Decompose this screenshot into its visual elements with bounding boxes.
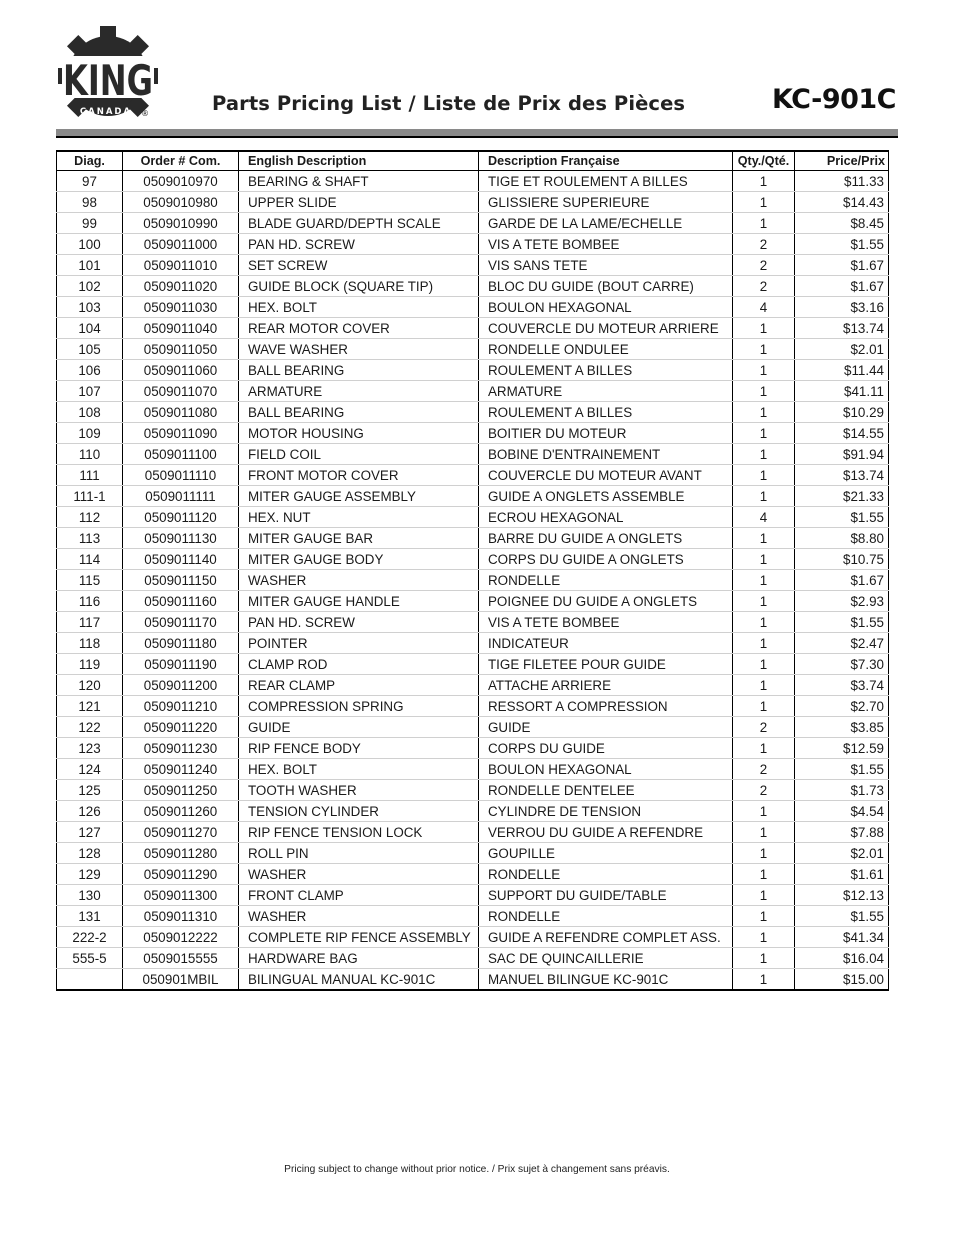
column-header-english: English Description [239,151,479,171]
quantity-cell: 2 [733,759,795,780]
english-description-cell: UPPER SLIDE [239,192,479,213]
order-number-cell: 0509011200 [123,675,239,696]
quantity-cell: 1 [733,969,795,991]
english-description-cell: PAN HD. SCREW [239,234,479,255]
quantity-cell: 1 [733,570,795,591]
english-description-cell: RIP FENCE BODY [239,738,479,759]
order-number-cell: 0509011290 [123,864,239,885]
french-description-cell: COUVERCLE DU MOTEUR ARRIERE [479,318,733,339]
diag-cell: 121 [57,696,123,717]
english-description-cell: COMPLETE RIP FENCE ASSEMBLY [239,927,479,948]
french-description-cell: BOITIER DU MOTEUR [479,423,733,444]
price-cell: $1.55 [795,507,889,528]
price-cell: $1.55 [795,759,889,780]
column-header-price: Price/Prix [795,151,889,171]
quantity-cell: 1 [733,381,795,402]
french-description-cell: GLISSIERE SUPERIEURE [479,192,733,213]
english-description-cell: WASHER [239,570,479,591]
english-description-cell: BILINGUAL MANUAL KC-901C [239,969,479,991]
order-number-cell: 0509011260 [123,801,239,822]
diag-cell: 113 [57,528,123,549]
price-cell: $12.13 [795,885,889,906]
order-number-cell: 0509011140 [123,549,239,570]
french-description-cell: ECROU HEXAGONAL [479,507,733,528]
diag-cell: 115 [57,570,123,591]
page-title: Parts Pricing List / Liste de Prix des Pièces [212,92,686,115]
english-description-cell: ARMATURE [239,381,479,402]
diag-cell: 105 [57,339,123,360]
french-description-cell: GUIDE [479,717,733,738]
french-description-cell: INDICATEUR [479,633,733,654]
french-description-cell: GARDE DE LA LAME/ECHELLE [479,213,733,234]
french-description-cell: MANUEL BILINGUE KC-901C [479,969,733,991]
table-row [57,339,889,360]
order-number-cell: 0509011040 [123,318,239,339]
quantity-cell: 1 [733,864,795,885]
quantity-cell: 2 [733,780,795,801]
diag-cell: 128 [57,843,123,864]
price-cell: $3.85 [795,717,889,738]
price-cell: $1.67 [795,276,889,297]
order-number-cell: 0509010990 [123,213,239,234]
french-description-cell: RONDELLE [479,864,733,885]
order-number-cell: 0509010970 [123,171,239,192]
english-description-cell: HEX. NUT [239,507,479,528]
table-row [57,948,889,969]
english-description-cell: FRONT CLAMP [239,885,479,906]
table-row [57,843,889,864]
column-header-order: Order # Com. [123,151,239,171]
price-cell: $10.75 [795,549,889,570]
quantity-cell: 1 [733,423,795,444]
order-number-cell: 0509011120 [123,507,239,528]
french-description-cell: GOUPILLE [479,843,733,864]
table-row [57,381,889,402]
quantity-cell: 1 [733,444,795,465]
diag-cell: 125 [57,780,123,801]
french-description-cell: VIS A TETE BOMBEE [479,612,733,633]
order-number-cell: 0509011300 [123,885,239,906]
price-cell: $2.01 [795,843,889,864]
english-description-cell: HEX. BOLT [239,759,479,780]
table-row [57,549,889,570]
diag-cell: 119 [57,654,123,675]
diag-cell: 112 [57,507,123,528]
price-cell: $41.34 [795,927,889,948]
diag-cell: 107 [57,381,123,402]
french-description-cell: SAC DE QUINCAILLERIE [479,948,733,969]
english-description-cell: ROLL PIN [239,843,479,864]
header-rule-black [56,136,898,138]
french-description-cell: TIGE ET ROULEMENT A BILLES [479,171,733,192]
model-number: KC-901C [771,84,896,115]
english-description-cell: CLAMP ROD [239,654,479,675]
diag-cell: 117 [57,612,123,633]
price-cell: $3.16 [795,297,889,318]
pricing-disclaimer: Pricing subject to change without prior notice. / Prix sujet à changement sans préavis. [284,1164,670,1175]
quantity-cell: 2 [733,717,795,738]
registered-mark: ® [141,109,149,118]
table-row [57,213,889,234]
french-description-cell: ROULEMENT A BILLES [479,360,733,381]
table-row [57,696,889,717]
french-description-cell: SUPPORT DU GUIDE/TABLE [479,885,733,906]
order-number-cell: 0509011111 [123,486,239,507]
diag-cell: 108 [57,402,123,423]
table-row [57,234,889,255]
english-description-cell: HARDWARE BAG [239,948,479,969]
diag-cell: 111-1 [57,486,123,507]
french-description-cell: TIGE FILETEE POUR GUIDE [479,654,733,675]
english-description-cell: RIP FENCE TENSION LOCK [239,822,479,843]
table-row [57,486,889,507]
king-canada-logo [60,26,156,130]
diag-cell: 110 [57,444,123,465]
order-number-cell: 0509011050 [123,339,239,360]
table-row [57,885,889,906]
quantity-cell: 1 [733,633,795,654]
french-description-cell: RONDELLE [479,570,733,591]
english-description-cell: TENSION CYLINDER [239,801,479,822]
price-cell: $16.04 [795,948,889,969]
english-description-cell: WASHER [239,864,479,885]
diag-cell: 123 [57,738,123,759]
price-cell: $14.55 [795,423,889,444]
price-cell: $91.94 [795,444,889,465]
quantity-cell: 1 [733,801,795,822]
price-cell: $3.74 [795,675,889,696]
order-number-cell: 0509011180 [123,633,239,654]
table-row [57,612,889,633]
diag-cell: 222-2 [57,927,123,948]
order-number-cell: 050901MBIL [123,969,239,991]
quantity-cell: 1 [733,675,795,696]
quantity-cell: 1 [733,906,795,927]
column-header-qty: Qty./Qté. [733,151,795,171]
english-description-cell: COMPRESSION SPRING [239,696,479,717]
french-description-cell: CYLINDRE DE TENSION [479,801,733,822]
diag-cell [57,969,123,991]
table-row [57,528,889,549]
table-row [57,276,889,297]
order-number-cell: 0509011130 [123,528,239,549]
order-number-cell: 0509011170 [123,612,239,633]
quantity-cell: 1 [733,465,795,486]
table-row [57,297,889,318]
order-number-cell: 0509011210 [123,696,239,717]
order-number-cell: 0509011250 [123,780,239,801]
quantity-cell: 1 [733,213,795,234]
french-description-cell: BOBINE D'ENTRAINEMENT [479,444,733,465]
french-description-cell: VIS A TETE BOMBEE [479,234,733,255]
english-description-cell: REAR CLAMP [239,675,479,696]
french-description-cell: BARRE DU GUIDE A ONGLETS [479,528,733,549]
column-header-french: Description Française [479,151,733,171]
quantity-cell: 1 [733,528,795,549]
french-description-cell: RONDELLE [479,906,733,927]
order-number-cell: 0509011100 [123,444,239,465]
english-description-cell: GUIDE BLOCK (SQUARE TIP) [239,276,479,297]
table-row [57,780,889,801]
english-description-cell: MOTOR HOUSING [239,423,479,444]
table-row [57,969,889,991]
price-cell: $2.70 [795,696,889,717]
diag-cell: 129 [57,864,123,885]
quantity-cell: 1 [733,318,795,339]
price-cell: $13.74 [795,465,889,486]
table-row [57,633,889,654]
price-cell: $11.44 [795,360,889,381]
price-cell: $13.74 [795,318,889,339]
table-row [57,759,889,780]
price-cell: $7.88 [795,822,889,843]
price-cell: $7.30 [795,654,889,675]
price-cell: $15.00 [795,969,889,991]
diag-cell: 102 [57,276,123,297]
table-row [57,906,889,927]
diag-cell: 555-5 [57,948,123,969]
diag-cell: 127 [57,822,123,843]
french-description-cell: CORPS DU GUIDE A ONGLETS [479,549,733,570]
table-row [57,192,889,213]
quantity-cell: 1 [733,486,795,507]
table-row [57,717,889,738]
diag-cell: 114 [57,549,123,570]
price-cell: $1.55 [795,906,889,927]
table-row [57,171,889,192]
quantity-cell: 1 [733,402,795,423]
french-description-cell: GUIDE A REFENDRE COMPLET ASS. [479,927,733,948]
diag-cell: 124 [57,759,123,780]
diag-cell: 126 [57,801,123,822]
table-row [57,444,889,465]
french-description-cell: COUVERCLE DU MOTEUR AVANT [479,465,733,486]
order-number-cell: 0509011280 [123,843,239,864]
order-number-cell: 0509011030 [123,297,239,318]
price-cell: $1.73 [795,780,889,801]
french-description-cell: ROULEMENT A BILLES [479,402,733,423]
price-cell: $2.47 [795,633,889,654]
order-number-cell: 0509011270 [123,822,239,843]
order-number-cell: 0509011020 [123,276,239,297]
order-number-cell: 0509011070 [123,381,239,402]
parts-table [56,150,889,991]
diag-cell: 122 [57,717,123,738]
quantity-cell: 1 [733,822,795,843]
price-cell: $1.67 [795,255,889,276]
quantity-cell: 1 [733,948,795,969]
french-description-cell: VERROU DU GUIDE A REFENDRE [479,822,733,843]
header-rule-grey [56,129,898,136]
quantity-cell: 1 [733,654,795,675]
quantity-cell: 1 [733,885,795,906]
english-description-cell: WAVE WASHER [239,339,479,360]
order-number-cell: 0509011150 [123,570,239,591]
price-cell: $12.59 [795,738,889,759]
table-row [57,255,889,276]
table-row [57,318,889,339]
diag-cell: 100 [57,234,123,255]
table-row [57,402,889,423]
english-description-cell: PAN HD. SCREW [239,612,479,633]
diag-cell: 104 [57,318,123,339]
french-description-cell: BLOC DU GUIDE (BOUT CARRE) [479,276,733,297]
price-cell: $1.67 [795,570,889,591]
english-description-cell: GUIDE [239,717,479,738]
english-description-cell: HEX. BOLT [239,297,479,318]
logo-wordmark: KING [63,56,153,105]
french-description-cell: VIS SANS TETE [479,255,733,276]
price-cell: $41.11 [795,381,889,402]
diag-cell: 130 [57,885,123,906]
table-row [57,465,889,486]
english-description-cell: BEARING & SHAFT [239,171,479,192]
price-cell: $21.33 [795,486,889,507]
order-number-cell: 0509011230 [123,738,239,759]
price-cell: $10.29 [795,402,889,423]
english-description-cell: BLADE GUARD/DEPTH SCALE [239,213,479,234]
french-description-cell: POIGNEE DU GUIDE A ONGLETS [479,591,733,612]
diag-cell: 98 [57,192,123,213]
english-description-cell: TOOTH WASHER [239,780,479,801]
diag-cell: 111 [57,465,123,486]
table-row [57,675,889,696]
price-cell: $2.01 [795,339,889,360]
price-cell: $1.55 [795,234,889,255]
order-number-cell: 0509011060 [123,360,239,381]
table-row [57,423,889,444]
quantity-cell: 1 [733,549,795,570]
table-row [57,570,889,591]
quantity-cell: 1 [733,360,795,381]
quantity-cell: 4 [733,507,795,528]
quantity-cell: 1 [733,927,795,948]
table-header-row [57,151,889,171]
table-row [57,927,889,948]
order-number-cell: 0509011110 [123,465,239,486]
english-description-cell: MITER GAUGE HANDLE [239,591,479,612]
table-row [57,801,889,822]
quantity-cell: 1 [733,696,795,717]
price-cell: $1.55 [795,612,889,633]
order-number-cell: 0509011080 [123,402,239,423]
diag-cell: 131 [57,906,123,927]
diag-cell: 109 [57,423,123,444]
english-description-cell: REAR MOTOR COVER [239,318,479,339]
diag-cell: 103 [57,297,123,318]
english-description-cell: MITER GAUGE BAR [239,528,479,549]
english-description-cell: FRONT MOTOR COVER [239,465,479,486]
quantity-cell: 4 [733,297,795,318]
french-description-cell: ATTACHE ARRIERE [479,675,733,696]
order-number-cell: 0509015555 [123,948,239,969]
order-number-cell: 0509012222 [123,927,239,948]
order-number-cell: 0509011160 [123,591,239,612]
english-description-cell: BALL BEARING [239,402,479,423]
english-description-cell: MITER GAUGE ASSEMBLY [239,486,479,507]
diag-cell: 99 [57,213,123,234]
order-number-cell: 0509011190 [123,654,239,675]
english-description-cell: POINTER [239,633,479,654]
quantity-cell: 1 [733,339,795,360]
english-description-cell: BALL BEARING [239,360,479,381]
table-row [57,360,889,381]
table-row [57,738,889,759]
table-row [57,507,889,528]
diag-cell: 120 [57,675,123,696]
quantity-cell: 2 [733,276,795,297]
quantity-cell: 1 [733,171,795,192]
quantity-cell: 1 [733,591,795,612]
order-number-cell: 0509011090 [123,423,239,444]
price-cell: $14.43 [795,192,889,213]
quantity-cell: 1 [733,843,795,864]
diag-cell: 116 [57,591,123,612]
english-description-cell: SET SCREW [239,255,479,276]
price-cell: $11.33 [795,171,889,192]
french-description-cell: RONDELLE DENTELEE [479,780,733,801]
french-description-cell: GUIDE A ONGLETS ASSEMBLE [479,486,733,507]
table-row [57,864,889,885]
table-row [57,654,889,675]
diag-cell: 97 [57,171,123,192]
price-cell: $8.80 [795,528,889,549]
french-description-cell: RONDELLE ONDULEE [479,339,733,360]
quantity-cell: 1 [733,738,795,759]
quantity-cell: 2 [733,255,795,276]
table-row [57,591,889,612]
quantity-cell: 1 [733,612,795,633]
english-description-cell: MITER GAUGE BODY [239,549,479,570]
order-number-cell: 0509011000 [123,234,239,255]
order-number-cell: 0509010980 [123,192,239,213]
diag-cell: 106 [57,360,123,381]
french-description-cell: BOULON HEXAGONAL [479,297,733,318]
order-number-cell: 0509011310 [123,906,239,927]
order-number-cell: 0509011240 [123,759,239,780]
english-description-cell: WASHER [239,906,479,927]
price-cell: $2.93 [795,591,889,612]
price-cell: $8.45 [795,213,889,234]
french-description-cell: CORPS DU GUIDE [479,738,733,759]
quantity-cell: 1 [733,192,795,213]
order-number-cell: 0509011220 [123,717,239,738]
french-description-cell: ARMATURE [479,381,733,402]
column-header-diag: Diag. [57,151,123,171]
diag-cell: 101 [57,255,123,276]
price-cell: $1.61 [795,864,889,885]
price-cell: $4.54 [795,801,889,822]
table-row [57,822,889,843]
english-description-cell: FIELD COIL [239,444,479,465]
logo-subtext: CANADA [79,107,133,117]
french-description-cell: RESSORT A COMPRESSION [479,696,733,717]
diag-cell: 118 [57,633,123,654]
french-description-cell: BOULON HEXAGONAL [479,759,733,780]
quantity-cell: 2 [733,234,795,255]
order-number-cell: 0509011010 [123,255,239,276]
